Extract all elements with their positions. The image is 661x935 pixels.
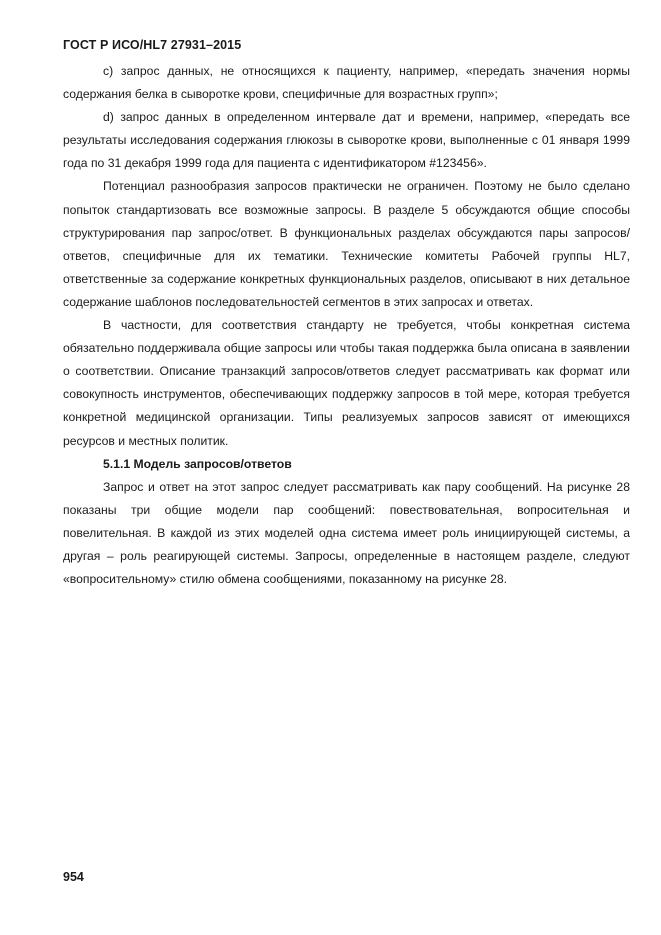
paragraph-model: Запрос и ответ на этот запрос следует рассматривать как пару сообщений. На рисунке 28 показаны три общие модели пар сообщений: повествовательная, вопросительная и повелительная. В каждой из этих моделей одна система имеет роль инициирующей системы, а другая – роль реагирующей системы. Запросы, определенные в настоящем разделе, следуют «вопросительному» стилю обмена сообщениями, показанному на рисунке 28. [63,479,630,587]
document-header: ГОСТ Р ИСО/HL7 27931–2015 [63,38,242,52]
paragraph-particular: В частности, для соответствия стандарту не требуется, чтобы конкретная система обязательно поддерживала общие запросы или чтобы такая поддержка была описана в заявлении о соответствии. Описание транзакций запросов/ответов следует рассматривать как формат или совокупность инструментов, обеспечивающих поддержку запросов в той мере, которая требуется конкретной медицинской организации. Типы реализуемых запросов зависят от имеющихся ресурсов и местных политик. [63,318,630,448]
paragraph-potential: Потенциал разнообразия запросов практически не ограничен. Поэтому не было сделано попыток стандартизовать все возможные запросы. В разделе 5 обсуждаются общие способы структурирования пар запрос/ответ. В функциональных разделах обсуждаются пары запросов/ответов, специфичные для их тематики. Технические комитеты Рабочей группы HL7, ответственные за содержание конкретных функциональных разделов, описывают в них детальное содержание шаблонов последовательностей сегментов в этих запросах и ответах. [63,179,630,309]
page-number: 954 [63,870,84,884]
document-body [63,60,630,591]
paragraph-d: d) запрос данных в определенном интервале дат и времени, например, «передать все результаты исследования содержания глюкозы в сыворотке крови, выполненные с 01 января 1999 года по 31 декабря 1999 года для пациента с идентификатором #123456». [63,110,630,171]
section-heading: 5.1.1 Модель запросов/ответов [103,456,292,471]
paragraph-c: c) запрос данных, не относящихся к пациенту, например, «передать значения нормы содержания белка в сыворотке крови, специфичные для возрастных групп»; [63,64,630,102]
